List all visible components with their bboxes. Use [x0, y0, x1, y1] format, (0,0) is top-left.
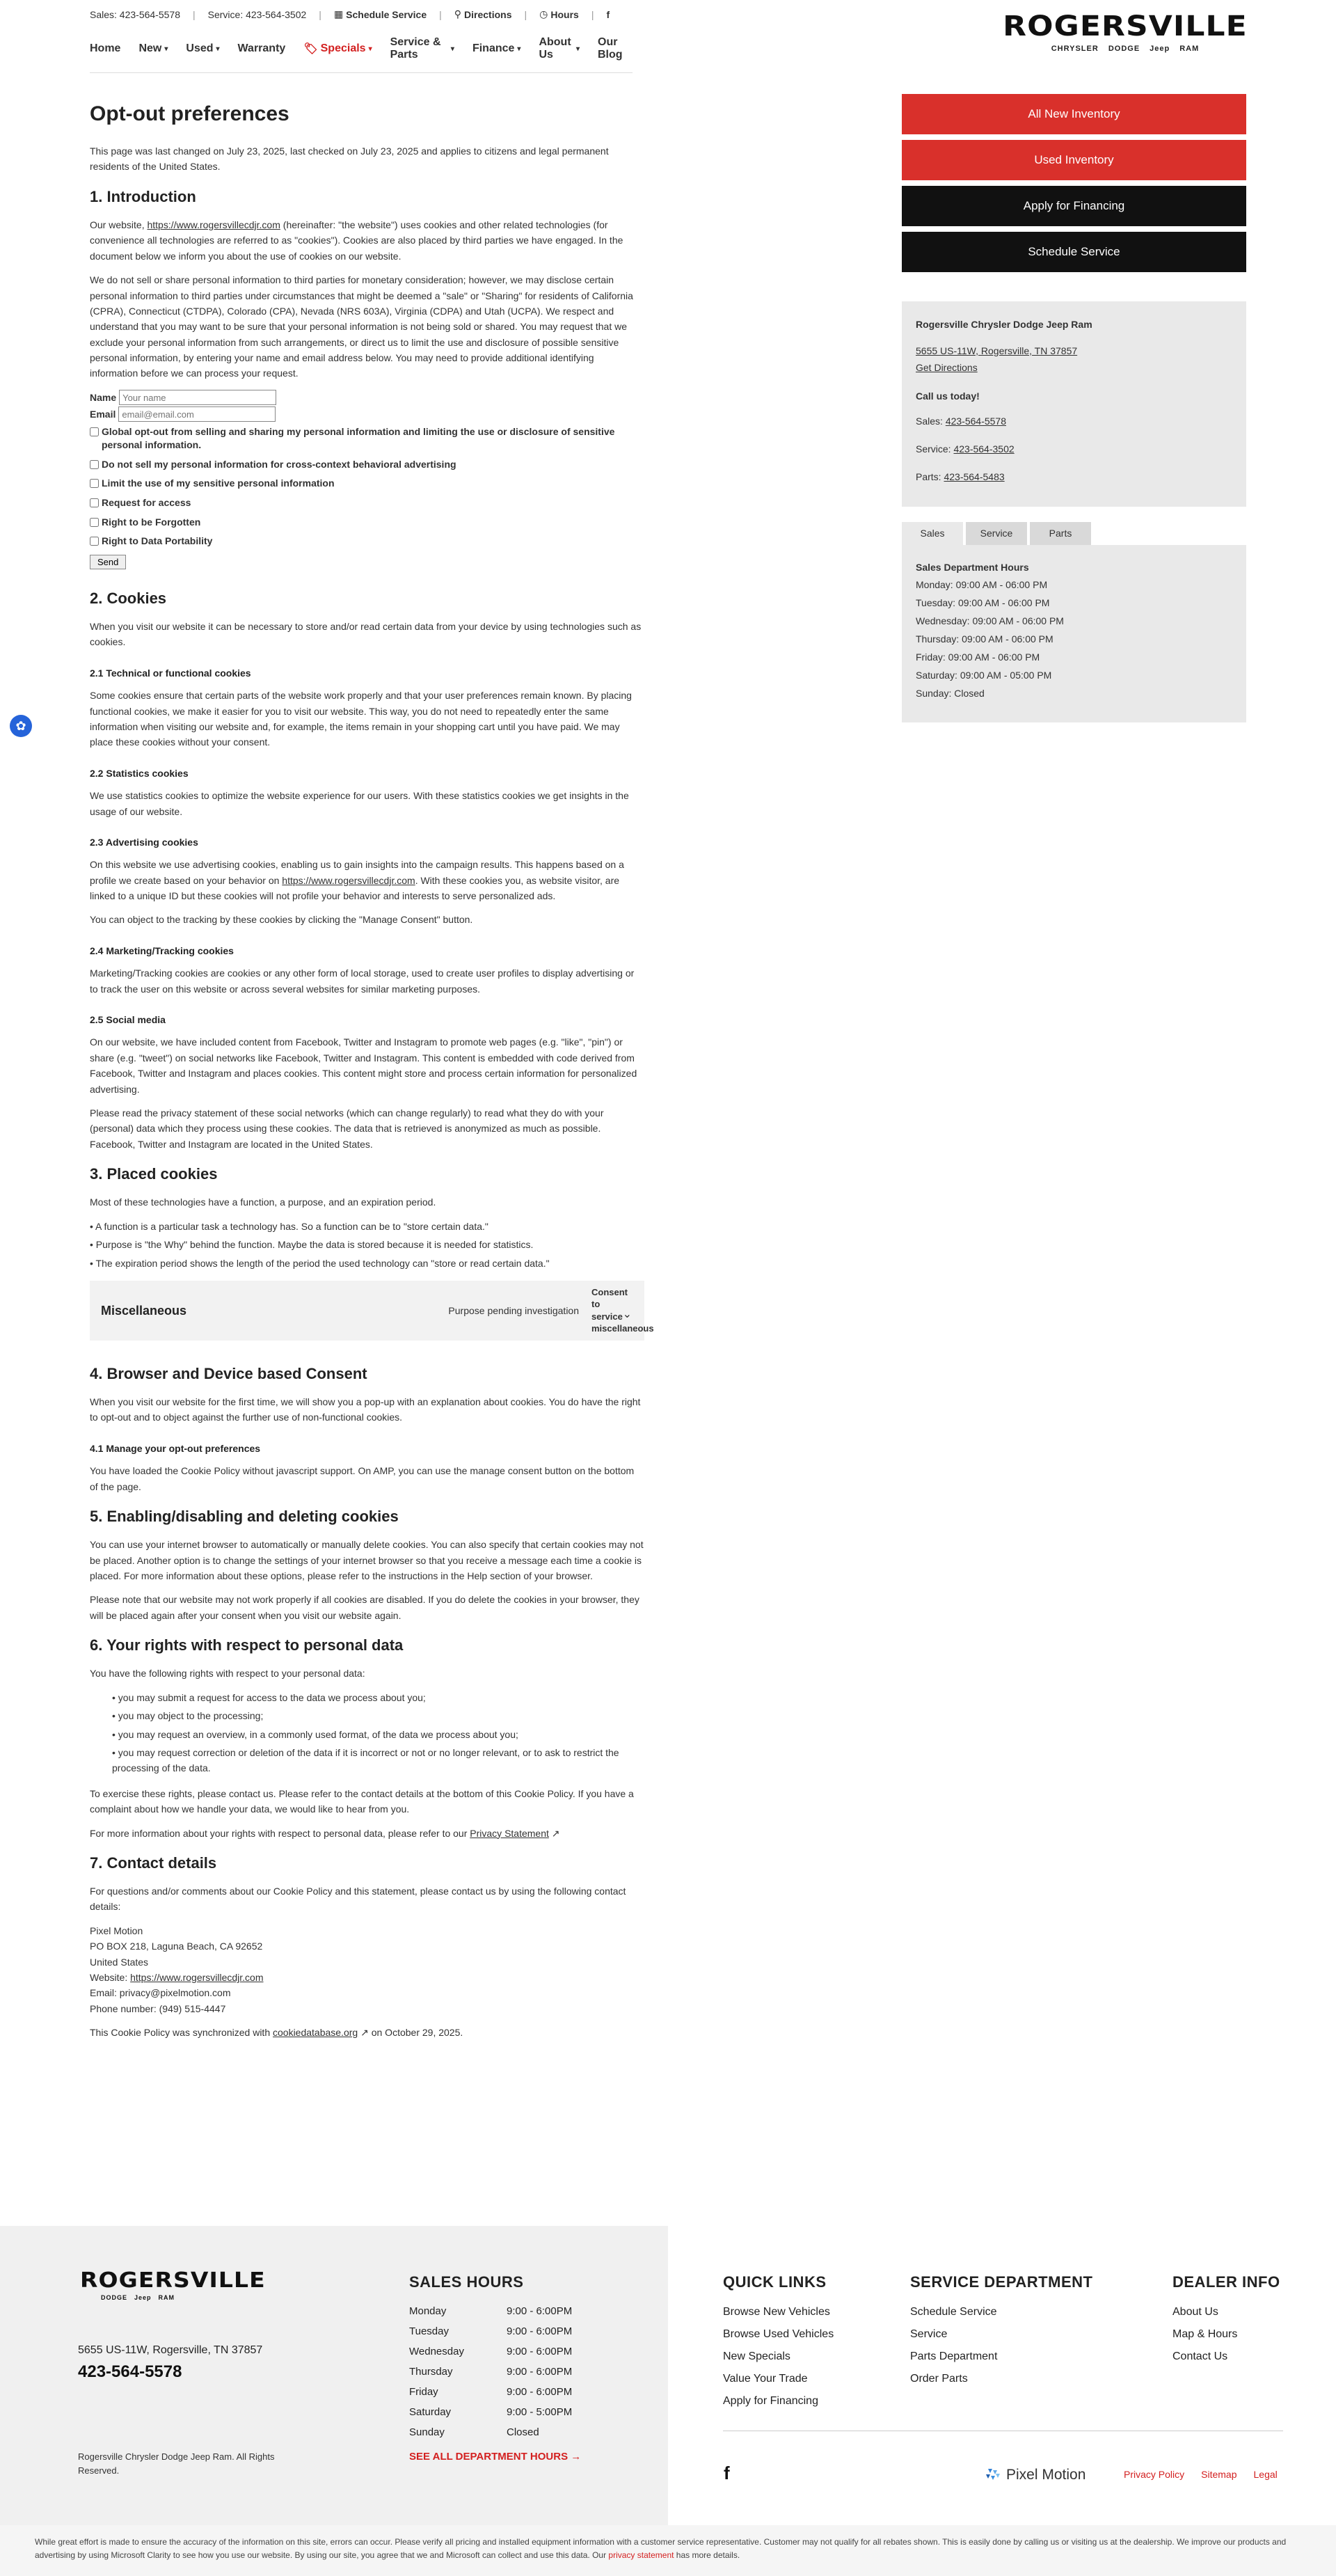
tab-service[interactable]: Service [966, 522, 1027, 545]
apply-financing-button[interactable]: Apply for Financing [902, 186, 1246, 226]
footer-logo[interactable] [80, 2268, 266, 2301]
intro-text: This page was last changed on July 23, 2025, last checked on July 23, 2025 and applies to citizens and legal permanent residents of the United States. [90, 145, 609, 173]
footer-link[interactable]: Apply for Financing [723, 2395, 818, 2407]
footer-link[interactable]: About Us [1172, 2306, 1218, 2318]
hours-row: Thursday 9:00 - 6:00PM [409, 2366, 573, 2378]
category-consent: Consent to service miscellaneous [591, 1286, 654, 1334]
sales-phone: Sales: 423-564-5578 [916, 416, 1006, 427]
nav-service-parts[interactable]: Service & Parts ▾ [390, 36, 454, 61]
pixel-motion-icon [984, 2467, 1002, 2483]
footer-link[interactable]: New Specials [723, 2350, 790, 2362]
chevron-down-icon: ▾ [450, 45, 454, 53]
external-link-icon: ↗ [551, 1827, 560, 1839]
sales-phone-link[interactable]: Sales: 423-564-5578 [90, 8, 180, 20]
external-link-icon: ↗ [360, 2027, 369, 2039]
nav-about-us[interactable]: About Us ▾ [539, 36, 580, 61]
name-row [90, 390, 644, 405]
section-heading: 3. Placed cookies [90, 1165, 218, 1183]
footer-left-panel [0, 2226, 668, 2525]
paragraph: Most of these technologies have a function, a purpose, and an expiration period. [90, 1196, 436, 1208]
subsection-heading: 2.3 Advertising cookies [90, 836, 198, 848]
contact-line: PO BOX 218, Laguna Beach, CA 92652 [90, 1941, 263, 1952]
service-phone-link[interactable]: Service: 423-564-3502 [207, 8, 307, 20]
name-input[interactable] [119, 390, 276, 405]
category-purpose: Purpose pending investigation [448, 1304, 579, 1316]
footer-link[interactable]: Contact Us [1172, 2350, 1228, 2362]
section-heading: 4. Browser and Device based Consent [90, 1364, 367, 1382]
hours-row: Saturday 9:00 - 5:00PM [409, 2406, 573, 2418]
schedule-service-button[interactable]: Schedule Service [902, 232, 1246, 272]
paragraph: We use statistics cookies to optimize the website experience for our users. With these statistics cookies we get insights in the usage of our website. [90, 790, 629, 817]
paragraph: This Cookie Policy was synchronized with cookiedatabase.org ↗ on October 29, 2025. [90, 2027, 463, 2039]
list-item: • you may request correction or deletion of the data if it is incorrect or not or no longer relevant, or to ask to restrict the processing of the data. [112, 1745, 644, 1776]
contact-line: Website: https://www.rogersvillecdjr.com [90, 1972, 264, 1984]
section-heading: 2. Cookies [90, 589, 167, 607]
chevron-down-icon: ▾ [164, 45, 168, 53]
footer-disclaimer: While great effort is made to ensure the accuracy of the information on this site, errors can occur. Please verify all pricing and installed equipment information with a customer service representative. Customer may not qualify for all rebates shown. This is easily done by calling us or visiting us at the dealership. We improve our products and advertising by using Microsoft Clarity to see how you use our website. By using our site, you agree that we and Microsoft can collect and use this data. Our privacy statement has more details. [0, 2525, 1336, 2576]
hours-row: Sunday: Closed [916, 687, 985, 699]
facebook-icon[interactable]: f [606, 8, 610, 20]
logo-brands [1007, 45, 1243, 53]
paragraph: For more information about your rights with respect to personal data, please refer to our Privacy Statement ↗ [90, 1827, 560, 1839]
divider: | [319, 8, 321, 20]
chevron-down-icon[interactable]: ⌄ [622, 1308, 632, 1320]
footer-legal-links [1124, 2469, 1278, 2480]
paragraph: When you visit our website it can be necessary to store and/or read certain data from your device by using technologies such as cookies. [90, 621, 642, 648]
see-all-hours-link[interactable]: SEE ALL DEPARTMENT HOURS → [409, 2451, 582, 2463]
hours-row: Friday: 09:00 AM - 06:00 PM [916, 651, 1040, 663]
footer-link[interactable]: Map & Hours [1172, 2328, 1238, 2340]
paragraph: Our website, https://www.rogersvillecdjr.com (hereinafter: "the website") uses cookies and other related technologies (for convenience all technologies are referred to as "cookies"). Cookies are also placed by third parties we have engaged. In the document below we inform you about the use of cookies on our website. [90, 219, 623, 262]
section-heading: 7. Contact details [90, 1854, 217, 1872]
hours-row: Friday 9:00 - 6:00PM [409, 2386, 573, 2398]
checkbox-data-portability: Right to Data Portability [90, 535, 644, 548]
footer-service-links [910, 2273, 1092, 2390]
email-label: Email [90, 409, 116, 420]
top-contact-bar [90, 8, 610, 20]
hours-row: Wednesday: 09:00 AM - 06:00 PM [916, 615, 1064, 627]
category-title: Miscellaneous [101, 1303, 187, 1318]
checkbox[interactable] [90, 460, 99, 469]
facebook-icon[interactable]: f [724, 2463, 730, 2483]
list-item: • you may submit a request for access to the data we process about you; [112, 1690, 644, 1705]
privacy-policy-link[interactable]: Privacy Policy [1124, 2469, 1185, 2480]
list-item: • you may request an overview, in a commonly used format, of the data we process about you; [112, 1727, 644, 1742]
dealer-logo[interactable] [1003, 10, 1248, 53]
checkbox-global-opt-out: Global opt-out from selling and sharing my personal information and limiting the use or disclosure of sensitive personal information. [90, 425, 644, 452]
calendar-icon: ▦ [333, 8, 344, 19]
chevron-down-icon: ▾ [216, 45, 220, 53]
footer-dealer-links [1172, 2273, 1280, 2368]
footer-address: 5655 US-11W, Rogersville, TN 37857 [78, 2344, 263, 2356]
hours-row: Monday 9:00 - 6:00PM [409, 2305, 573, 2317]
divider: | [524, 8, 527, 20]
checkbox-request-access: Request for access [90, 496, 644, 510]
footer-heading: DEALER INFO [1172, 2273, 1280, 2291]
hours-title: Sales Department Hours [916, 561, 1029, 573]
section-heading: 5. Enabling/disabling and deleting cookies [90, 1508, 399, 1526]
divider: | [439, 8, 442, 20]
checkbox[interactable] [90, 427, 99, 436]
contact-line: Pixel Motion [90, 1925, 143, 1936]
opt-out-form [90, 390, 644, 576]
brand-chrysler: CHRYSLER [1051, 45, 1099, 53]
email-input[interactable] [118, 406, 276, 422]
list-item: • Purpose is "the Why" behind the function. Maybe the data is stored because it is needed for statistics. [90, 1237, 644, 1252]
chevron-down-icon: ▾ [517, 45, 521, 53]
sitemap-link[interactable]: Sitemap [1201, 2469, 1237, 2480]
footer-link[interactable]: Service [910, 2328, 948, 2340]
website-link[interactable]: https://www.rogersvillecdjr.com [282, 874, 415, 886]
paragraph: We do not sell or share personal information to third parties for monetary consideration; however, we may disclose certain personal information to third parties under circumstances that might be deemed a "sale" or "Sharing" for residents of California (CPRA), Connecticut (CTDPA), Colorado (CPA), Nevada (NRS 603A), Virginia (CDPA) and Utah (UCPA). We respect and understand that you may want to be sure that your personal information is not being sold or shared. You may request that we exclude your personal information from such arrangements, or direct us to limit the use and disclosure of possible sensitive personal information, by entering your name and email address below. You may need to provide additional identifying information before we can process your request. [90, 274, 633, 379]
hours-row: Monday: 09:00 AM - 06:00 PM [916, 579, 1048, 591]
chevron-down-icon: ▾ [575, 45, 580, 53]
contact-line: Phone number: (949) 515-4447 [90, 2002, 226, 2014]
footer-link[interactable]: Browse Used Vehicles [723, 2328, 834, 2340]
page-title: Opt-out preferences [90, 102, 289, 125]
paragraph: Please read the privacy statement of these social networks (which can change regularly) to read what they do with your (personal) data which they process using these cookies. The data that is retrieved is anonymized as much as possible. Facebook, Twitter and Instagram are located in the United States. [90, 1107, 604, 1150]
privacy-statement-link[interactable]: privacy statement [608, 2550, 674, 2560]
all-new-inventory-button[interactable]: All New Inventory [902, 94, 1246, 134]
dealer-name: Rogersville Chrysler Dodge Jeep Ram [916, 319, 1092, 330]
used-inventory-button[interactable]: Used Inventory [902, 140, 1246, 180]
footer-phone-link[interactable]: 423-564-5578 [78, 2362, 182, 2381]
nav-home[interactable]: Home [90, 42, 121, 54]
paragraph: For questions and/or comments about our Cookie Policy and this statement, please contact us by using the following contact details: [90, 1886, 626, 1913]
pixel-motion-logo[interactable]: Pixel Motion [984, 2467, 1086, 2483]
dealer-info-card [902, 301, 1246, 507]
paragraph: Some cookies ensure that certain parts of the website work properly and that your user preferences remain known. By placing functional cookies, we make it easier for you to visit our website. This way, you do not need to repeatedly enter the same information when visiting our website and, for example, the items remain in your shopping cart until you have paid. We may place these cookies without your consent. [90, 690, 632, 748]
subsection-heading: 2.5 Social media [90, 1014, 166, 1026]
main-nav [90, 36, 633, 73]
parts-phone: Parts: 423-564-5483 [916, 471, 1005, 482]
cookie-settings-icon[interactable]: ✿ [10, 715, 32, 737]
tab-parts[interactable]: Parts [1030, 522, 1091, 545]
brand-dodge: DODGE [101, 2294, 128, 2301]
cookiedatabase-link[interactable]: cookiedatabase.org [273, 2027, 358, 2039]
checkbox[interactable] [90, 498, 99, 507]
brand-jeep: Jeep [134, 2294, 152, 2301]
divider: | [193, 8, 196, 20]
paragraph: You have the following rights with respect to your personal data: [90, 1668, 365, 1680]
map-pin-icon: ⚲ [454, 8, 462, 19]
dealer-address-link[interactable]: 5655 US-11W, Rogersville, TN 37857 [916, 345, 1078, 356]
hours-row: Sunday Closed [409, 2426, 539, 2438]
contact-details [90, 1923, 644, 2016]
footer-heading: SALES HOURS [409, 2273, 524, 2291]
logo-brands [101, 2294, 247, 2301]
hours-panel [902, 545, 1246, 722]
footer-heading: SERVICE DEPARTMENT [910, 2273, 1093, 2291]
footer-link[interactable]: Browse New Vehicles [723, 2306, 830, 2318]
divider: | [591, 8, 594, 20]
contact-line: United States [90, 1956, 149, 1968]
directions-link[interactable]: ⚲ Directions [454, 8, 512, 20]
hours-row: Thursday: 09:00 AM - 06:00 PM [916, 633, 1053, 645]
brand-dodge: DODGE [1108, 45, 1140, 53]
website-link[interactable]: https://www.rogersvillecdjr.com [130, 1972, 264, 1984]
clock-icon: ◷ [539, 8, 548, 19]
footer-link[interactable]: Value Your Trade [723, 2373, 808, 2385]
footer-link[interactable]: Parts Department [910, 2350, 998, 2362]
paragraph: You can object to the tracking by these cookies by clicking the "Manage Consent" button. [90, 914, 473, 926]
paragraph: On this website we use advertising cookies, enabling us to gain insights into the campaign results. This happens based on a profile we create based on your behavior on https://www.rogersvillecdjr.com. With these cookies you, as website visitor, are linked to a unique ID but these cookies will not profile your behavior and interests to serve personalized ads. [90, 859, 624, 902]
logo-wordmark: ROGERSVILLE [80, 2268, 266, 2293]
nav-new[interactable]: New ▾ [138, 42, 168, 54]
email-row [90, 406, 644, 422]
hours-tabs [902, 522, 1246, 545]
paragraph: You have loaded the Cookie Policy without javascript support. On AMP, you can use the manage consent button on the bottom of the page. [90, 1465, 635, 1492]
service-phone-link[interactable]: 423-564-3502 [953, 443, 1015, 455]
hours-row: Wednesday 9:00 - 6:00PM [409, 2346, 573, 2357]
footer-copyright: Rogersville Chrysler Dodge Jeep Ram. All Rights Reserved. [78, 2451, 275, 2476]
list-item: • The expiration period shows the length of the period the used technology can "store or read certain data." [90, 1256, 644, 1271]
checkbox-right-forgotten: Right to be Forgotten [90, 516, 644, 530]
sales-phone-link[interactable]: 423-564-5578 [945, 416, 1006, 427]
cookie-category-miscellaneous[interactable] [90, 1281, 654, 1341]
section-heading: 6. Your rights with respect to personal data [90, 1636, 404, 1654]
brand-ram: RAM [1179, 45, 1200, 53]
subsection-heading: 2.2 Statistics cookies [90, 767, 189, 779]
checkbox-do-not-sell: Do not sell my personal information for cross-context behavioral advertising [90, 458, 644, 472]
nav-our-blog[interactable]: Our Blog [598, 36, 623, 61]
hours-row: Saturday: 09:00 AM - 05:00 PM [916, 669, 1052, 681]
checkbox[interactable] [90, 537, 99, 546]
hours-link[interactable]: ◷ Hours [539, 8, 579, 20]
footer-link[interactable]: Order Parts [910, 2373, 968, 2385]
subsection-heading: 2.4 Marketing/Tracking cookies [90, 945, 234, 956]
nav-specials[interactable]: 🏷 Specials ▾ [303, 42, 372, 55]
hours-row: Tuesday: 09:00 AM - 06:00 PM [916, 597, 1050, 609]
paragraph: Please note that our website may not work properly if all cookies are disabled. If you do delete the cookies in your browser, they will be placed again after your consent when you visit our website again. [90, 1594, 639, 1621]
bullet-list [90, 1690, 644, 1776]
checkbox[interactable] [90, 518, 99, 527]
footer-sales-hours [409, 2273, 618, 2463]
website-link[interactable]: https://www.rogersvillecdjr.com [147, 219, 280, 230]
sidebar [902, 94, 1246, 722]
schedule-service-link[interactable]: ▦ Schedule Service [333, 8, 427, 20]
chevron-down-icon: ▾ [368, 45, 372, 53]
brand-ram: RAM [158, 2294, 175, 2301]
service-phone: Service: 423-564-3502 [916, 443, 1015, 455]
paragraph: When you visit our website for the first time, we will show you a pop-up with an explanation about cookies. You do have the right to opt-out and to object against the further use of non-functional cookies. [90, 1396, 641, 1423]
section-heading: 1. Introduction [90, 187, 196, 205]
footer-quick-links [723, 2273, 834, 2412]
paragraph: To exercise these rights, please contact us. Please refer to the contact details at the bottom of this Cookie Policy. If you have a complaint about how we handle your data, we would like to hear from you. [90, 1787, 634, 1815]
hours-row: Tuesday 9:00 - 6:00PM [409, 2325, 573, 2337]
nav-finance[interactable]: Finance ▾ [472, 42, 521, 54]
subsection-heading: 2.1 Technical or functional cookies [90, 667, 251, 679]
tab-sales[interactable]: Sales [902, 522, 963, 545]
parts-phone-link[interactable]: 423-564-5483 [944, 471, 1005, 482]
call-us-label: Call us today! [916, 390, 980, 402]
nav-warranty[interactable]: Warranty [237, 42, 286, 54]
name-label: Name [90, 391, 117, 403]
list-item: • A function is a particular task a technology has. So a function can be to "store certain data." [90, 1219, 644, 1234]
footer-link[interactable]: Schedule Service [910, 2306, 997, 2318]
logo-wordmark: ROGERSVILLE [1003, 10, 1248, 42]
list-item: • you may object to the processing; [112, 1708, 644, 1723]
get-directions-link[interactable]: Get Directions [916, 361, 978, 373]
cookie-policy-content [90, 90, 654, 2049]
tag-icon: 🏷 [303, 43, 318, 55]
nav-used[interactable]: Used ▾ [186, 42, 220, 54]
send-button[interactable]: Send [90, 555, 126, 569]
brand-jeep: Jeep [1150, 45, 1170, 53]
legal-link[interactable]: Legal [1253, 2469, 1278, 2480]
subsection-heading: 4.1 Manage your opt-out preferences [90, 1442, 261, 1454]
checkbox[interactable] [90, 479, 99, 488]
checkbox-limit-sensitive: Limit the use of my sensitive personal information [90, 477, 644, 491]
privacy-statement-link[interactable]: Privacy Statement [470, 1827, 549, 1839]
bullet-list [90, 1219, 644, 1271]
paragraph: On our website, we have included content from Facebook, Twitter and Instagram to promote web pages (e.g. "like", "pin") or share (e.g. "tweet") on social networks like Facebook, Twitter and Instagram. This content is embedded with code derived from Facebook, Twitter and Instagram and places cookies. This content might store and process certain information for personalized advertising. [90, 1036, 637, 1095]
contact-line: Email: privacy@pixelmotion.com [90, 1987, 231, 1999]
footer-heading: QUICK LINKS [723, 2273, 827, 2291]
paragraph: You can use your internet browser to automatically or manually delete cookies. You can also specify that certain cookies may not be placed. Another option is to change the settings of your internet browser so that you receive a message each time a cookie is placed. For more information about these options, please refer to the instructions in the Help section of your browser. [90, 1539, 644, 1582]
paragraph: Marketing/Tracking cookies are cookies or any other form of local storage, used to create user profiles to display advertising or to track the user on this website or across several websites for similar marketing purposes. [90, 967, 635, 995]
